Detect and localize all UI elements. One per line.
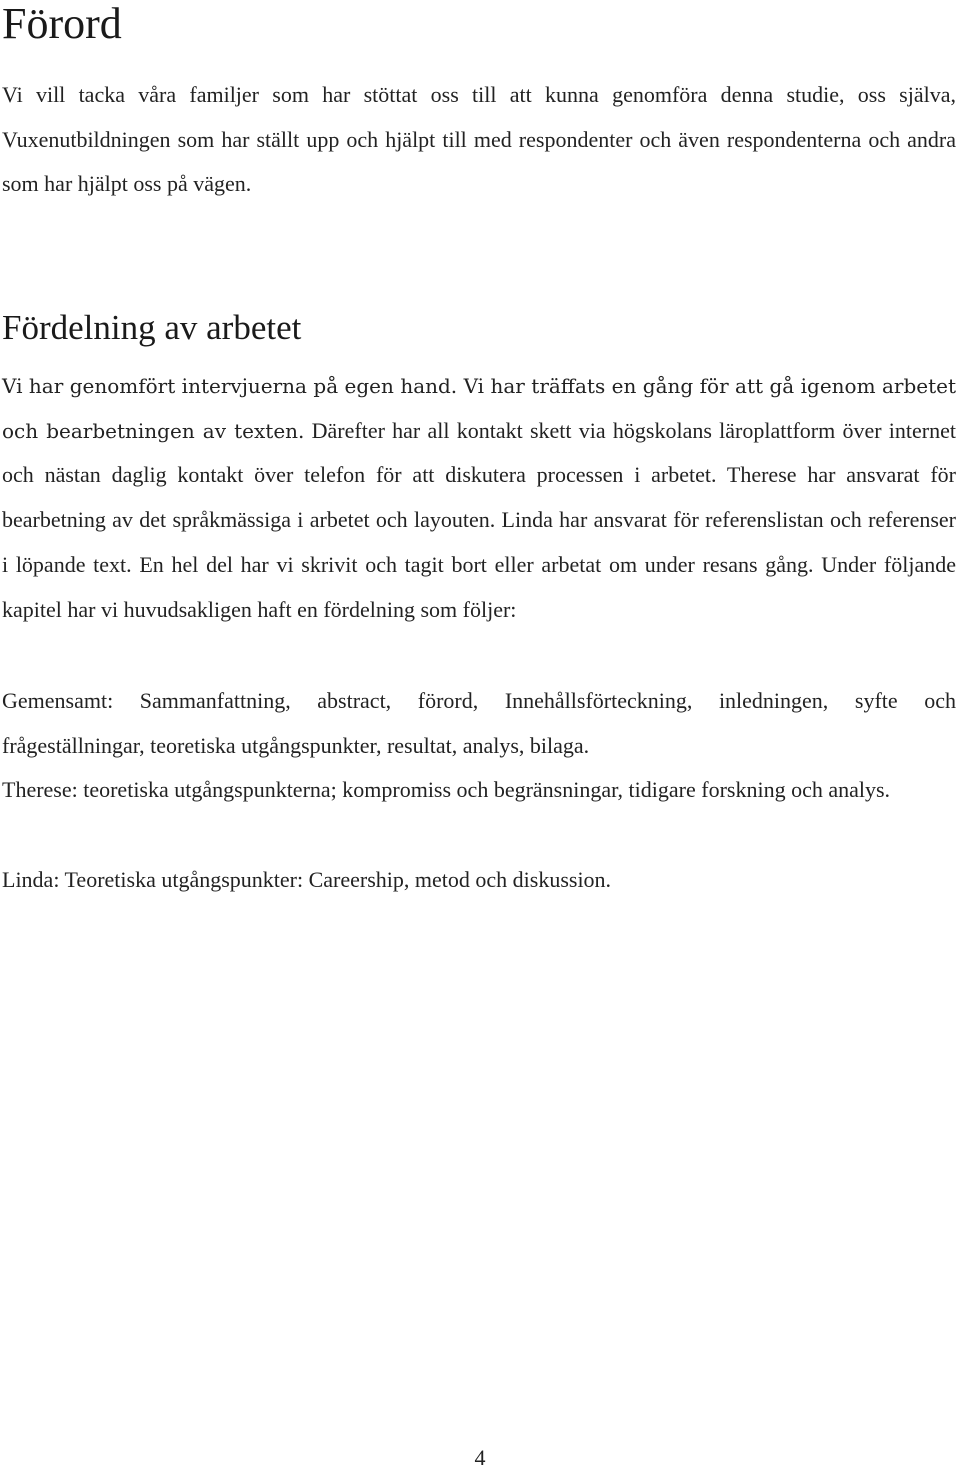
- paragraph-work-distribution: [2, 364, 956, 632]
- page-number: 4: [474, 1445, 486, 1470]
- section-heading-forord: Förord: [2, 0, 122, 48]
- paragraph-acknowledgement: Vi vill tacka våra familjer som har stöttat oss till att kunna genomföra denna studie, oss själva, Vuxenutbildningen som har ställt upp och hjälpt till med respondenter och även respondenterna och andra som har hjälpt oss på vägen.: [2, 82, 956, 197]
- paragraph-therese: Therese: teoretiska utgångspunkterna; kompromiss och begränsningar, tidigare forskning och analys.: [2, 777, 891, 802]
- paragraph-work-distribution-rest: Därefter har all kontakt skett via högskolans läroplattform över internet och nästan daglig kontakt över telefon för att diskutera processen i arbetet. Therese har ansvarat för bearbetning av det språkmässiga i arbetet och layouten. Linda har ansvarat för referenslistan och referenser i löpande text. En hel del har vi skrivit och tagit bort eller arbetat om under resans gång. Under följande kapitel har vi huvudsakligen haft en fördelning som följer:: [2, 417, 956, 622]
- paragraph-linda: Linda: Teoretiska utgångspunkter: Careership, metod och diskussion.: [2, 867, 612, 892]
- section-heading-fordelning: Fördelning av arbetet: [2, 308, 302, 347]
- paragraph-gemensamt: Gemensamt: Sammanfattning, abstract, förord, Innehållsförteckning, inledningen, syfte och frågeställningar, teoretiska utgångspunkter, resultat, analys, bilaga.: [2, 688, 956, 758]
- paragraph-work-distribution-intro: Vi har genomfört intervjuerna på egen hand. Vi har träffats en gång för att gå igenom arbetet och bearbetningen av texten.: [2, 374, 956, 443]
